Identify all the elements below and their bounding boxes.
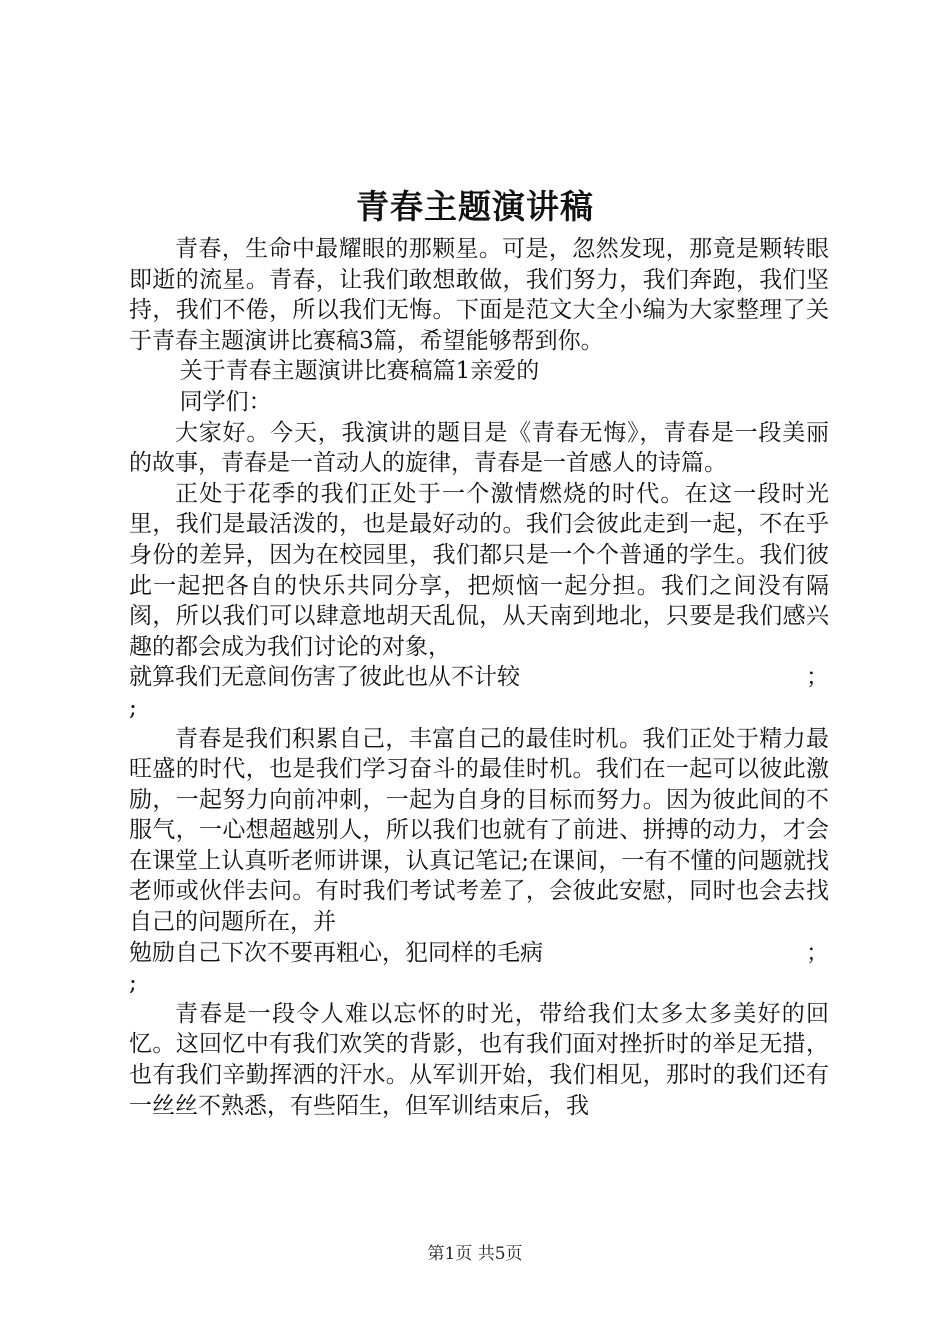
paragraph-memories: 青春是一段令人难以忘怀的时光，带给我们太多太多美好的回忆。这回忆中有我们欢笑的背影，也有我们面对挫折时的举足无措，也有我们辛勤挥洒的汗水。从军训开始，我们相见，那时的我们还有一丝丝不熟悉，有些陌生，但军训结束后，我	[129, 1000, 829, 1119]
stray-semicolon: ;	[129, 970, 137, 997]
page-number-footer: 第1页 共5页	[427, 1244, 523, 1264]
paragraph-youth-era: 正处于花季的我们正处于一个激情燃烧的时代。在这一段时光里，我们是最活泼的，也是最好动的。我们会彼此走到一起，不在乎身份的差异，因为在校园里，我们都只是一个个普通的学生。我们彼此一起把各自的快乐共同分享，把烦恼一起分担。我们之间没有隔阂，所以我们可以肆意地胡天乱侃，从天南到地北，只要是我们感兴趣的都会成为我们讨论的对象，	[129, 480, 829, 660]
intro-paragraph: 青春，生命中最耀眼的那颗星。可是，忽然发现，那竟是颗转眼即逝的流星。青春，让我们敢想敢做，我们努力，我们奔跑，我们坚持，我们不倦，所以我们无悔。下面是范文大全小编为大家整理了关于青春主题演讲比赛稿3篇，希望能够帮到你。	[129, 236, 829, 354]
paragraph-youth-era-ending	[129, 662, 829, 693]
salutation: 同学们：	[179, 388, 272, 415]
paragraph-best-time-last-line: 勉励自己下次不要再粗心，犯同样的毛病	[129, 939, 543, 966]
semicolon-mark: ；	[806, 664, 829, 691]
paragraph-best-time-ending	[129, 938, 829, 969]
section-heading: 关于青春主题演讲比赛稿篇1亲爱的	[179, 358, 540, 385]
stray-semicolon: ;	[129, 694, 137, 721]
document-title: 青春主题演讲稿	[356, 187, 594, 226]
greeting-paragraph: 大家好。今天，我演讲的题目是《青春无悔》，青春是一段美丽的故事，青春是一首动人的旋律，青春是一首感人的诗篇。	[129, 419, 829, 477]
semicolon-mark: ；	[806, 939, 829, 966]
document-body	[129, 234, 829, 1121]
paragraph-best-time: 青春是我们积累自己，丰富自己的最佳时机。我们正处于精力最旺盛的时代，也是我们学习奋斗的最佳时机。我们在一起可以彼此激励，一起努力向前冲刺，一起为自身的目标而努力。因为彼此间的不服气，一心想超越别人，所以我们也就有了前进、拼搏的动力，才会在课堂上认真听老师讲课，认真记笔记;在课间，一有不懂的问题就找老师或伙伴去问。有时我们考试考差了，会彼此安慰，同时也会去找自己的问题所在，并	[129, 725, 829, 936]
paragraph-youth-era-last-line: 就算我们无意间伤害了彼此也从不计较	[129, 664, 520, 691]
